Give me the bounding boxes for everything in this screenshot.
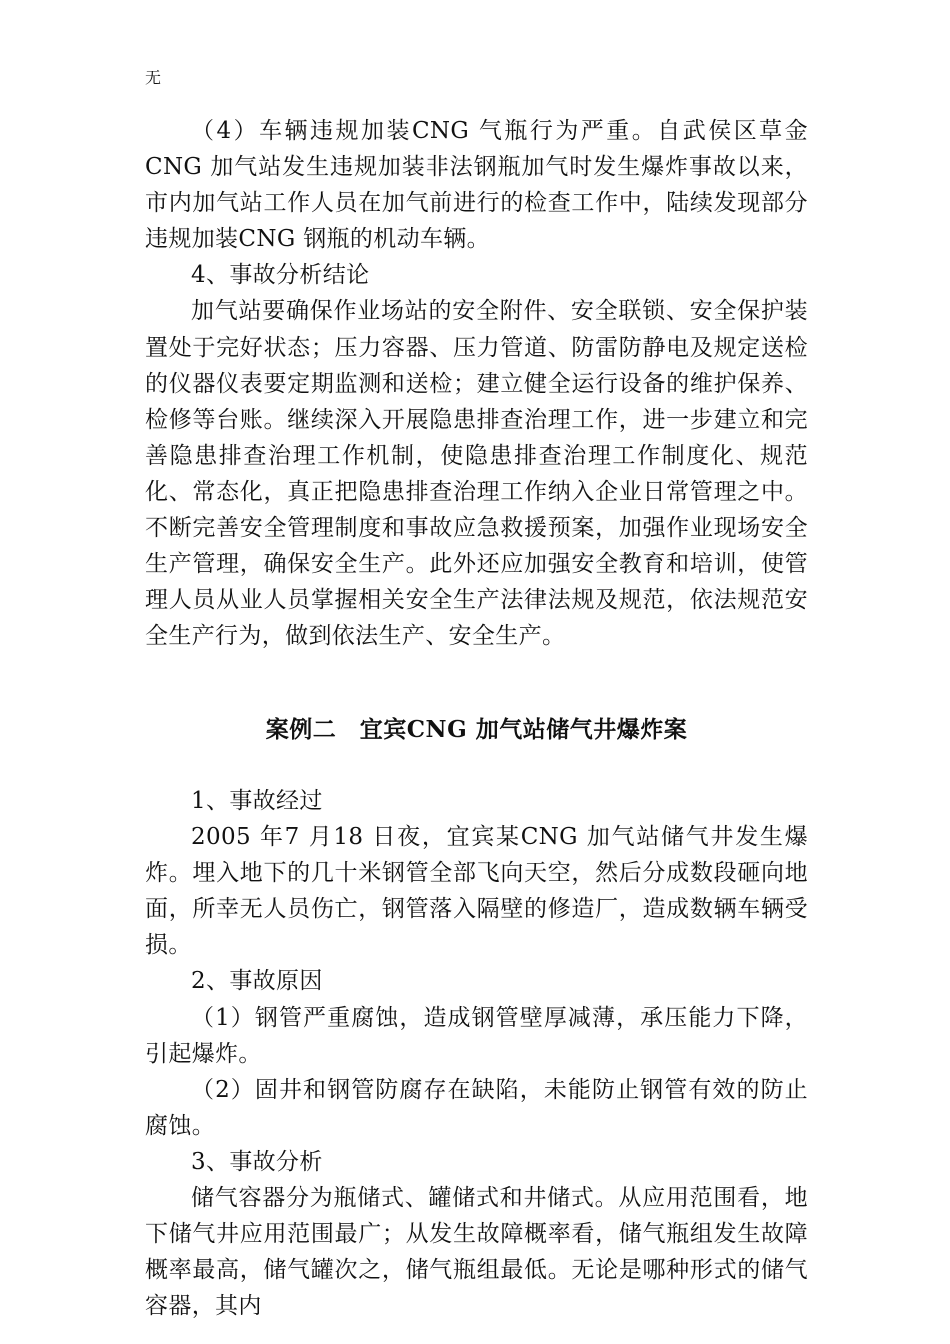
paragraph-accident-course: 2005 年7 月18 日夜，宜宾某CNG 加气站储气井发生爆炸。埋入地下的几十米钢管全部飞向天空，然后分成数段砸向地面，所幸无人员伤亡，钢管落入隔壁的修造厂，造成数辆车辆受损。 bbox=[145, 824, 808, 959]
paragraph-accident-analysis: 储气容器分为瓶储式、罐储式和井储式。从应用范围看，地下储气井应用范围最广；从发生故障概率看，储气瓶组发生故障概率最高，储气罐次之，储气瓶组最低。无论是哪种形式的储气容器，其内 bbox=[145, 1185, 808, 1320]
case-2-body bbox=[145, 783, 808, 1324]
heading-accident-analysis: 3、事故分析 bbox=[191, 1148, 323, 1175]
heading-accident-course: 1、事故经过 bbox=[191, 788, 323, 814]
case-2-title: 案例二 宜宾CNG 加气站储气井爆炸案 bbox=[265, 716, 688, 743]
header-mark: 无 bbox=[145, 68, 162, 87]
section-1-body bbox=[145, 113, 808, 654]
paragraph-vehicle-cylinder-violation: （4）车辆违规加装CNG 气瓶行为严重。自武侯区草金CNG 加气站发生违规加装非法钢瓶加气时发生爆炸事故以来，市内加气站工作人员在加气前进行的检查工作中，陆续发现部分违规加装CNG 钢瓶的机动车辆。 bbox=[145, 118, 808, 253]
paragraph-analysis-conclusion: 加气站要确保作业场站的安全附件、安全联锁、安全保护装置处于完好状态；压力容器、压力管道、防雷防静电及规定送检的仪器仪表要定期监测和送检；建立健全运行设备的维护保养、检修等台账。继续深入开展隐患排查治理工作，进一步建立和完善隐患排查治理工作机制，使隐患排查治理工作制度化、规范化、常态化，真正把隐患排查治理工作纳入企业日常管理之中。不断完善安全管理制度和事故应急救援预案，加强作业现场安全生产管理，确保安全生产。此外还应加强安全教育和培训，使管理人员从业人员掌握相关安全生产法律法规及规范，依法规范安全生产行为，做到依法生产、安全生产。 bbox=[145, 298, 808, 650]
paragraph-cause-2: （2）固井和钢管防腐存在缺陷，未能防止钢管有效的防止腐蚀。 bbox=[145, 1076, 808, 1139]
heading-accident-analysis-conclusion: 4、事故分析结论 bbox=[191, 262, 370, 289]
paragraph-cause-1: （1）钢管严重腐蚀，造成钢管壁厚减薄，承压能力下降，引起爆炸。 bbox=[145, 1004, 808, 1067]
heading-accident-cause: 2、事故原因 bbox=[191, 968, 323, 995]
